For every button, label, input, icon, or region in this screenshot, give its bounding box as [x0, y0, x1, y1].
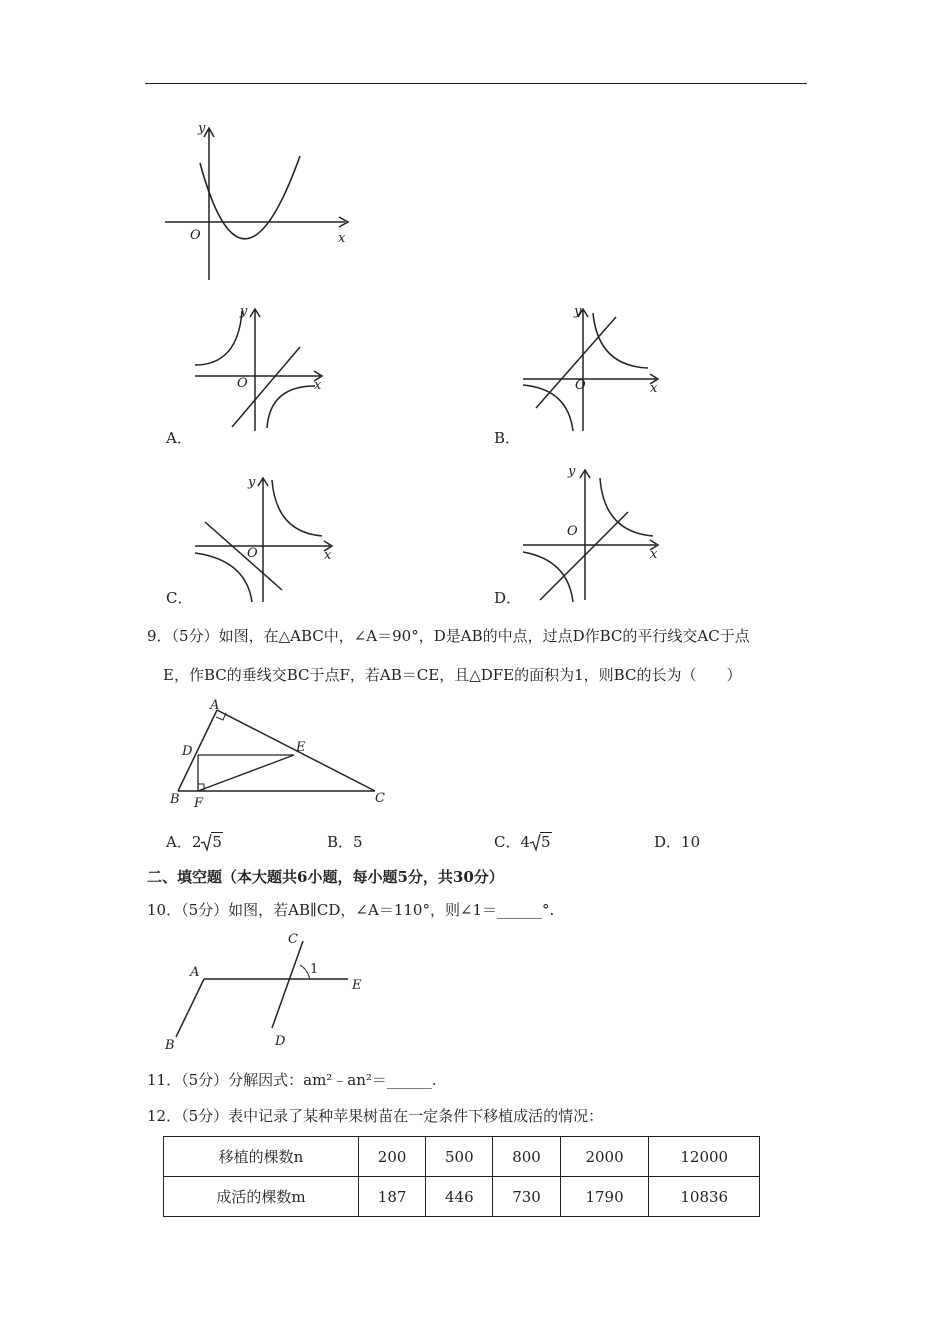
point-d-label: D: [275, 1034, 286, 1049]
x-axis-label: x: [650, 381, 658, 396]
q9-option-b: B．5: [327, 833, 363, 851]
x-axis-label: x: [338, 231, 346, 246]
y-axis-label: y: [240, 304, 248, 319]
q9-option-c: C．4 5: [494, 833, 551, 851]
parabola-graph: [160, 118, 360, 288]
header-rule: [145, 83, 807, 84]
sqrt-symbol: 5: [530, 832, 552, 852]
table-cell: 500: [426, 1137, 493, 1177]
option-a-label: A．: [166, 429, 192, 447]
vertex-d-label: D: [182, 744, 193, 759]
table-cell: 200: [359, 1137, 426, 1177]
option-c-label: C．: [166, 589, 193, 607]
parallel-lines-figure: [160, 925, 375, 1055]
question-10-text: 10．（5分）如图，若AB∥CD，∠A＝110°，则∠1＝______°.: [147, 901, 555, 919]
table-cell: 10836: [649, 1177, 760, 1217]
point-e-label: E: [352, 978, 362, 993]
question-11-text: 11．（5分）分解因式：am²﹣an²＝______.: [147, 1071, 437, 1089]
table-cell: 2000: [560, 1137, 649, 1177]
vertex-e-label: E: [296, 740, 306, 755]
sqrt-symbol: 5: [201, 832, 223, 852]
section-heading: 二、填空题（本大题共6小题，每小题5分，共30分）: [147, 868, 504, 886]
origin-label: O: [247, 546, 258, 561]
x-axis-label: x: [650, 547, 658, 562]
y-axis-label: y: [198, 121, 206, 136]
vertex-f-label: F: [194, 796, 204, 811]
table-cell: 1790: [560, 1177, 649, 1217]
option-b-label: B．: [494, 429, 521, 447]
transplant-table: [163, 1136, 760, 1217]
table-cell: 187: [359, 1177, 426, 1217]
table-cell: 446: [426, 1177, 493, 1217]
vertex-a-label: A: [210, 698, 220, 713]
y-axis-label: y: [568, 464, 576, 479]
table-header-cell: 移植的棵数n: [164, 1137, 359, 1177]
table-cell: 800: [493, 1137, 560, 1177]
y-axis-label: y: [574, 304, 582, 319]
q9-option-a: A．2 5: [166, 833, 222, 851]
angle-1-label: 1: [310, 962, 319, 977]
question-9-line2: E，作BC的垂线交BC于点F，若AB＝CE，且△DFE的面积为1，则BC的长为（ ）: [163, 666, 742, 684]
table-cell: 12000: [649, 1137, 760, 1177]
x-axis-label: x: [314, 378, 322, 393]
q9-option-d: D．10: [654, 833, 701, 851]
vertex-c-label: C: [375, 791, 385, 806]
table-cell: 730: [493, 1177, 560, 1217]
origin-label: O: [190, 228, 201, 243]
option-b-graph: [518, 303, 668, 433]
option-d-label: D．: [494, 589, 522, 607]
option-c-graph: [190, 470, 340, 605]
origin-label: O: [575, 378, 586, 393]
point-a-label: A: [190, 965, 200, 980]
table-header-cell: 成活的棵数m: [164, 1177, 359, 1217]
triangle-figure: [165, 698, 395, 813]
table-row: [164, 1177, 760, 1217]
x-axis-label: x: [324, 548, 332, 563]
option-d-graph: [518, 460, 668, 605]
option-a-graph: [190, 303, 335, 433]
origin-label: O: [567, 524, 578, 539]
vertex-b-label: B: [170, 792, 180, 807]
question-12-text: 12．（5分）表中记录了某种苹果树苗在一定条件下移植成活的情况：: [147, 1107, 604, 1125]
question-9-line1: 9．（5分）如图，在△ABC中，∠A＝90°，D是AB的中点，过点D作BC的平行线交AC于点: [147, 627, 750, 645]
point-b-label: B: [165, 1038, 175, 1053]
point-c-label: C: [288, 932, 298, 947]
table-row: [164, 1137, 760, 1177]
y-axis-label: y: [248, 475, 256, 490]
origin-label: O: [237, 376, 248, 391]
